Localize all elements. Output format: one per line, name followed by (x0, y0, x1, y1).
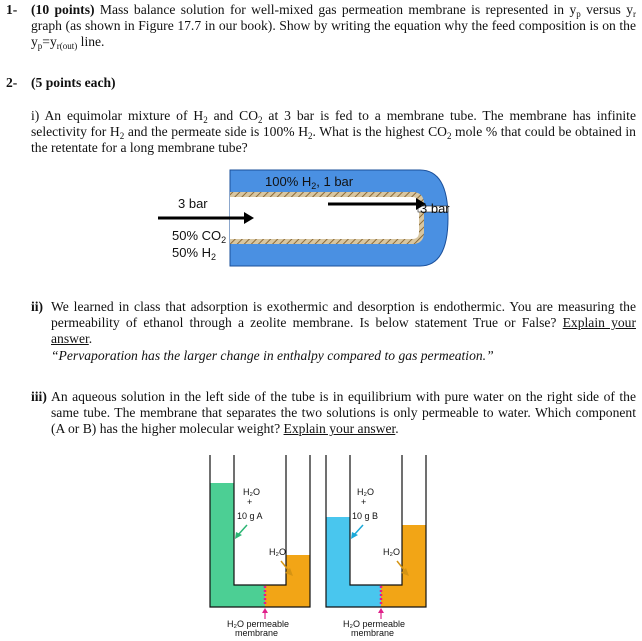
q1-text-b: versus y (580, 2, 633, 17)
right-water-label: H₂O (383, 547, 400, 557)
q1-text-d: =y (42, 34, 57, 50)
q1-text (31, 2, 636, 51)
solute-arrowhead (351, 532, 358, 539)
feed-h2-label: 50% $H_2$ (172, 245, 217, 262)
q2-iii-explain: Explain your answer (283, 421, 396, 437)
membrane-pointer-head (262, 608, 268, 613)
membrane-wall-top (230, 192, 416, 197)
q2-i-text-d: and the permeate side is 100% H (124, 124, 309, 140)
q1-points: (10 points) (31, 2, 95, 17)
q2-i-sub: 2 (446, 131, 452, 142)
q2-i-text (31, 108, 636, 157)
solute-label: 10 g A (237, 511, 263, 521)
q1-sub: r (633, 9, 636, 19)
membrane-label-2: membrane (235, 628, 279, 637)
q2-ii-label: ii) (31, 299, 44, 314)
q2-iii-text-a: An aqueous solution in the left side of the tube is in equilibrium with pure water on the right side of the same tube. The membrane that separates the two solutions is only permeable to water. Which component (A or B) has the higher molecular weight? (51, 389, 636, 437)
q2-iii-text-b: . (395, 421, 399, 437)
q2-ii-text (51, 299, 636, 364)
membrane-label: H₂O permeable (227, 619, 290, 629)
q2-i-sub: 2 (203, 115, 208, 125)
u-tube-a (205, 455, 315, 637)
q2-i-text-b: and CO (207, 108, 259, 123)
membrane-wall-bottom (230, 239, 416, 244)
bottom-solution (326, 585, 381, 607)
solute-label: 10 g B (352, 511, 379, 521)
membrane-tube-figure (150, 168, 450, 274)
q1-sub: r(out) (56, 41, 78, 52)
q1-text-e: line. (77, 34, 105, 50)
q2-i-sub: 2 (258, 115, 263, 125)
q1-sub: p (37, 41, 43, 52)
solute-arrowhead (235, 532, 242, 539)
q2-i-text-f: mole % that could be obtained in the retentate for a long membrane tube? (31, 124, 636, 156)
right-water-label: H₂O (269, 547, 286, 557)
q2-i-text-a: An equimolar mixture of H (39, 108, 204, 123)
q2-i-sub: 2 (119, 131, 125, 142)
q1-number: 1- (6, 2, 18, 17)
right-water-column (402, 525, 426, 607)
bottom-solution (210, 585, 265, 607)
top-water-label: H₂O (243, 487, 260, 497)
q2-i-sub: 2 (308, 131, 313, 142)
q2-number: 2- (6, 75, 18, 90)
q1-text-a: Mass balance solution for well-mixed gas permeation membrane is represented in y (94, 2, 577, 17)
q2-iii-text (51, 389, 636, 438)
q2-points: (5 points each) (31, 75, 116, 90)
q2-ii-text-a: We learned in class that adsorption is exothermic and desorption is endothermic. You are measuring the permeability of ethanol through a zeolite membrane. Is below statement True or False? (51, 299, 636, 331)
q2-ii-explain: Explain your answer (51, 315, 636, 347)
permeate-label: 100% $H_2$, 1 bar (265, 174, 354, 191)
membrane-pointer-head (378, 608, 384, 613)
plus-label: + (247, 497, 253, 507)
q2-i-text-e: . What is the highest CO (312, 124, 447, 140)
membrane-label-2: membrane (351, 628, 395, 637)
membrane-label: H₂O permeable (343, 619, 406, 629)
top-water-label: H₂O (357, 487, 374, 497)
q2-ii-quote: “Pervaporation has the larger change in enthalpy compared to gas permeation.” (51, 347, 494, 363)
solute-arrow (238, 525, 247, 535)
u-tube-b (321, 455, 431, 637)
q1-sub: p (576, 9, 581, 19)
feed-co2-label: 50% $CO_2$ (172, 228, 227, 245)
q2-i-label: i) (31, 108, 40, 123)
q2-ii-text-b: . (88, 331, 93, 347)
q2-i-text-c: at 3 bar is fed to a membrane tube. The membrane has infinite selectivity for H (31, 108, 636, 140)
solute-arrow (354, 525, 363, 535)
feed-pressure-label: 3 bar (178, 196, 208, 211)
right-water-column (286, 555, 310, 607)
q2-iii-label: iii) (31, 389, 47, 404)
q1-text-c: graph (as shown in Figure 17.7 in our book). Show by writing the equation why the feed composition is on the y (31, 18, 636, 50)
plus-label: + (361, 497, 367, 507)
retentate-pressure-label: 3 bar (420, 201, 450, 216)
